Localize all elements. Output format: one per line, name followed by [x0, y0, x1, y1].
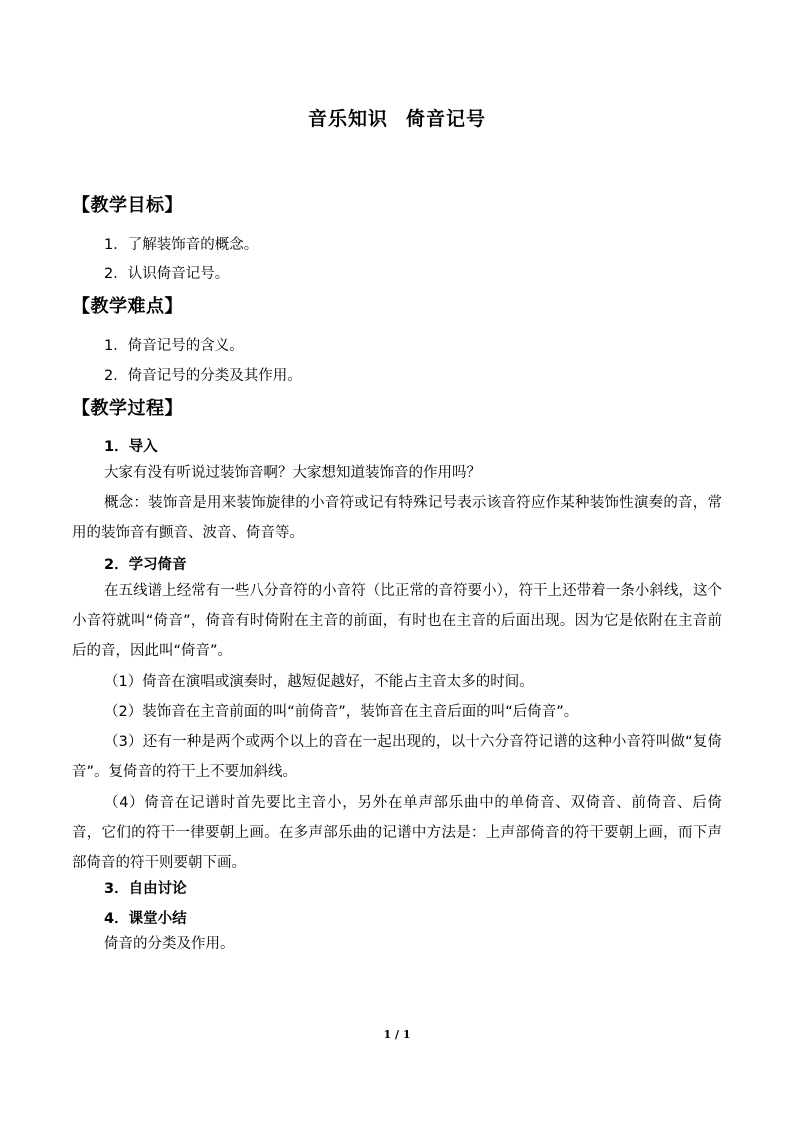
difficulty-item-2: 2．倚音记号的分类及其作用。 — [104, 368, 302, 384]
step-2-paragraph-2: （1）倚音在演唱或演奏时，越短促越好，不能占主音太多的时间。 — [104, 674, 534, 690]
title-part-1: 音乐知识 — [307, 108, 388, 130]
difficulty-item-1: 1．倚音记号的含义。 — [104, 338, 244, 354]
goal-item-2: 2．认识倚音记号。 — [104, 266, 230, 282]
step-2-paragraph-5: （4）倚音在记谱时首先要比主音小，另外在单声部乐曲中的单倚音、双倚音、前倚音、后倚音，它们的符干一律要朝上画。在多声部乐曲的记谱中方法是：上声部倚音的符干要朝上画，而下声部倚音的符干则要朝下画。 — [72, 795, 722, 871]
step-1-paragraph-1: 大家有没有听说过装饰音啊？大家想知道装饰音的作用吗？ — [104, 465, 481, 481]
goal-item-1: 1．了解装饰音的概念。 — [104, 237, 259, 253]
step-2-paragraph-4: （3）还有一种是两个或两个以上的音在一起出现的，以十六分音符记谱的这种小音符叫做“复倚音”。复倚音的符干上不要加斜线。 — [72, 734, 722, 780]
section-heading-process: 【教学过程】 — [72, 398, 183, 419]
step-4-paragraph-1: 倚音的分类及作用。 — [104, 936, 235, 952]
step-3-title: 3．自由讨论 — [104, 881, 187, 897]
step-2-paragraph-1: 在五线谱上经常有一些八分音符的小音符（比正常的音符要小），符干上还带着一条小斜线，这个小音符就叫“倚音”，倚音有时倚附在主音的前面，有时也在主音的后面出现。因为它是依附在主音前后的音，因此叫“倚音”。 — [72, 583, 722, 659]
step-1-paragraph-2: 概念：装饰音是用来装饰旋律的小音符或记有特殊记号表示该音符应作某种装饰性演奏的音，常用的装饰音有颤音、波音、倚音等。 — [72, 495, 722, 541]
page-title — [0, 104, 794, 131]
title-part-2: 倚音记号 — [406, 108, 487, 130]
step-1-title: 1．导入 — [104, 439, 158, 455]
step-2-title: 2．学习倚音 — [104, 557, 187, 573]
step-2-paragraph-3: （2）装饰音在主音前面的叫“前倚音”，装饰音在主音后面的叫“后倚音”。 — [104, 704, 579, 720]
step-4-title: 4．课堂小结 — [104, 911, 187, 927]
page-number: 1 / 1 — [383, 1028, 411, 1041]
section-heading-difficulties: 【教学难点】 — [72, 296, 183, 317]
section-heading-goals: 【教学目标】 — [72, 195, 183, 216]
